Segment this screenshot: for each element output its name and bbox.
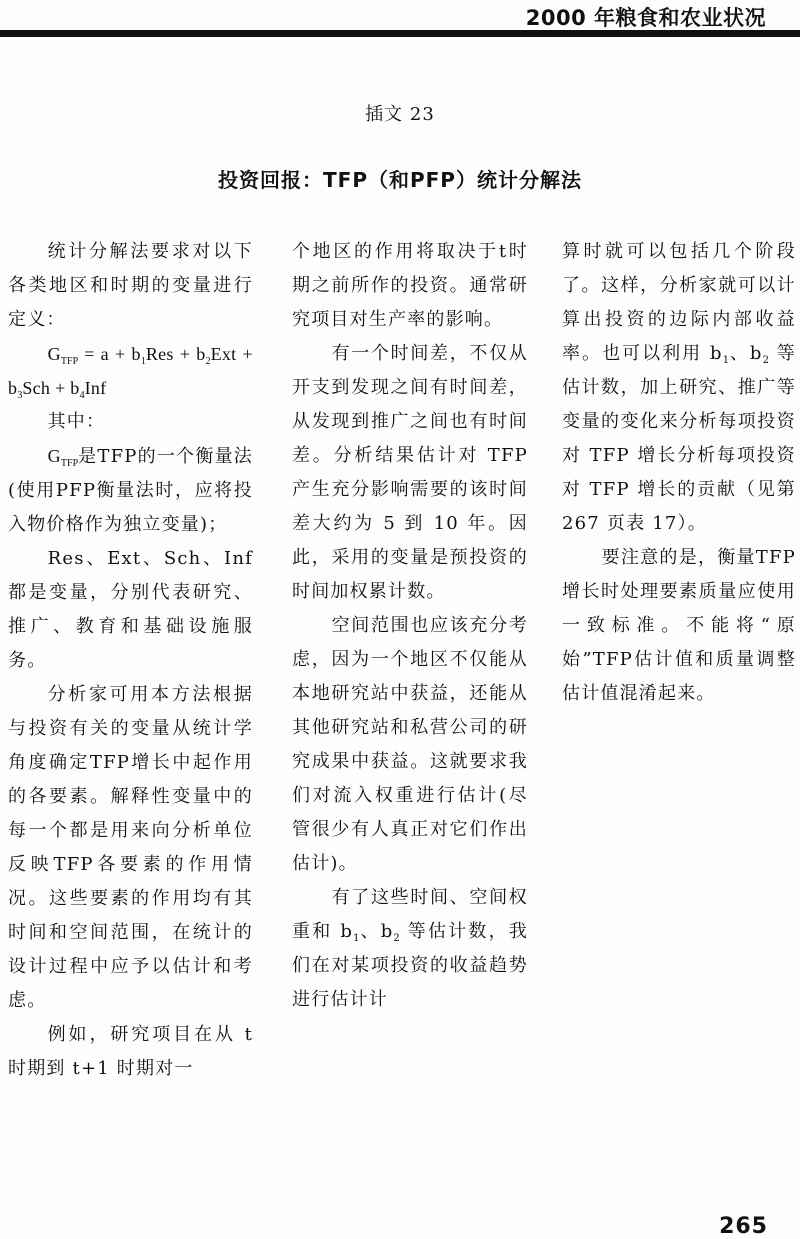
- page-number: 265: [719, 1214, 768, 1239]
- paragraph-continuation: 个地区的作用将取决于t时期之前所作的投资。通常研究项目对生产率的影响。: [292, 241, 528, 330]
- text-column-3: [562, 235, 796, 711]
- box-label: 插文 23: [365, 104, 435, 125]
- header-rule: [0, 30, 800, 37]
- paragraph-time-lag: 有一个时间差，不仅从开支到发现之间有时间差，从发现到推广之间也有时间差。分析结果估计对 TFP 产生充分影响需要的该时间差大约为 5 到 10 年。因此，采用的变量是预投资的时间加权累计数。: [292, 343, 528, 602]
- paragraph-variables: Res、Ext、Sch、Inf都是变量，分别代表研究、推广、教育和基础设施服务。: [8, 548, 253, 671]
- text-column-2: [292, 235, 528, 1017]
- paragraph-quality-note: 要注意的是，衡量TFP增长时处理要素质量应使用一致标准。不能将“原始”TFP估计值和质量调整估计值混淆起来。: [562, 547, 796, 704]
- paragraph-example: 例如，研究项目在从 t 时期到 t+1 时期对一: [8, 1024, 253, 1079]
- paragraph-analyst-method: 分析家可用本方法根据与投资有关的变量从统计学角度确定TFP增长中起作用的各要素。解释性变量中的每一个都是用来向分析单位反映TFP各要素的作用情况。这些要素的作用均有其时间和空间范围，在统计的设计过程中应予以估计和考虑。: [8, 684, 253, 1011]
- text-column-1: [8, 235, 253, 1086]
- running-header-title: 2000 年粮食和农业状况: [525, 6, 766, 30]
- regression-formula: $G_{TFP} = a + b_1Res + b_2Ext + b_3Sch + b_4Inf$: [8, 344, 253, 401]
- paragraph-spatial-scope: 空间范围也应该充分考虑，因为一个地区不仅能从本地研究站中获益，还能从其他研究站和私营公司的研究成果中获益。这就要求我们对流入权重进行估计(尽管很少有人真正对它们作出估计)。: [292, 615, 528, 874]
- paragraph-definition: $G_{TFP}$是TFP的一个衡量法(使用PFP衡量法时，应将投入物价格作为独立变量)；: [8, 446, 253, 535]
- paragraph-continuation: 算时就可以包括几个阶段了。这样，分析家就可以计算出投资的边际内部收益率。也可以利用 $b_1$、$b_2$ 等估计数，加上研究、推广等变量的变化来分析每项投资对 TFP 增长分析每项投资对 TFP 增长的贡献（见第 267 页表 17）。: [562, 241, 796, 534]
- paragraph-intro: 统计分解法要求对以下各类地区和时期的变量进行定义：: [8, 241, 253, 330]
- box-title: 投资回报：TFP（和PFP）统计分解法: [218, 168, 582, 192]
- paragraph-weights: 有了这些时间、空间权重和 $b_1$、$b_2$ 等估计数，我们在对某项投资的收益趋势进行估计计: [292, 887, 528, 1010]
- paragraph-where: 其中：: [47, 411, 106, 432]
